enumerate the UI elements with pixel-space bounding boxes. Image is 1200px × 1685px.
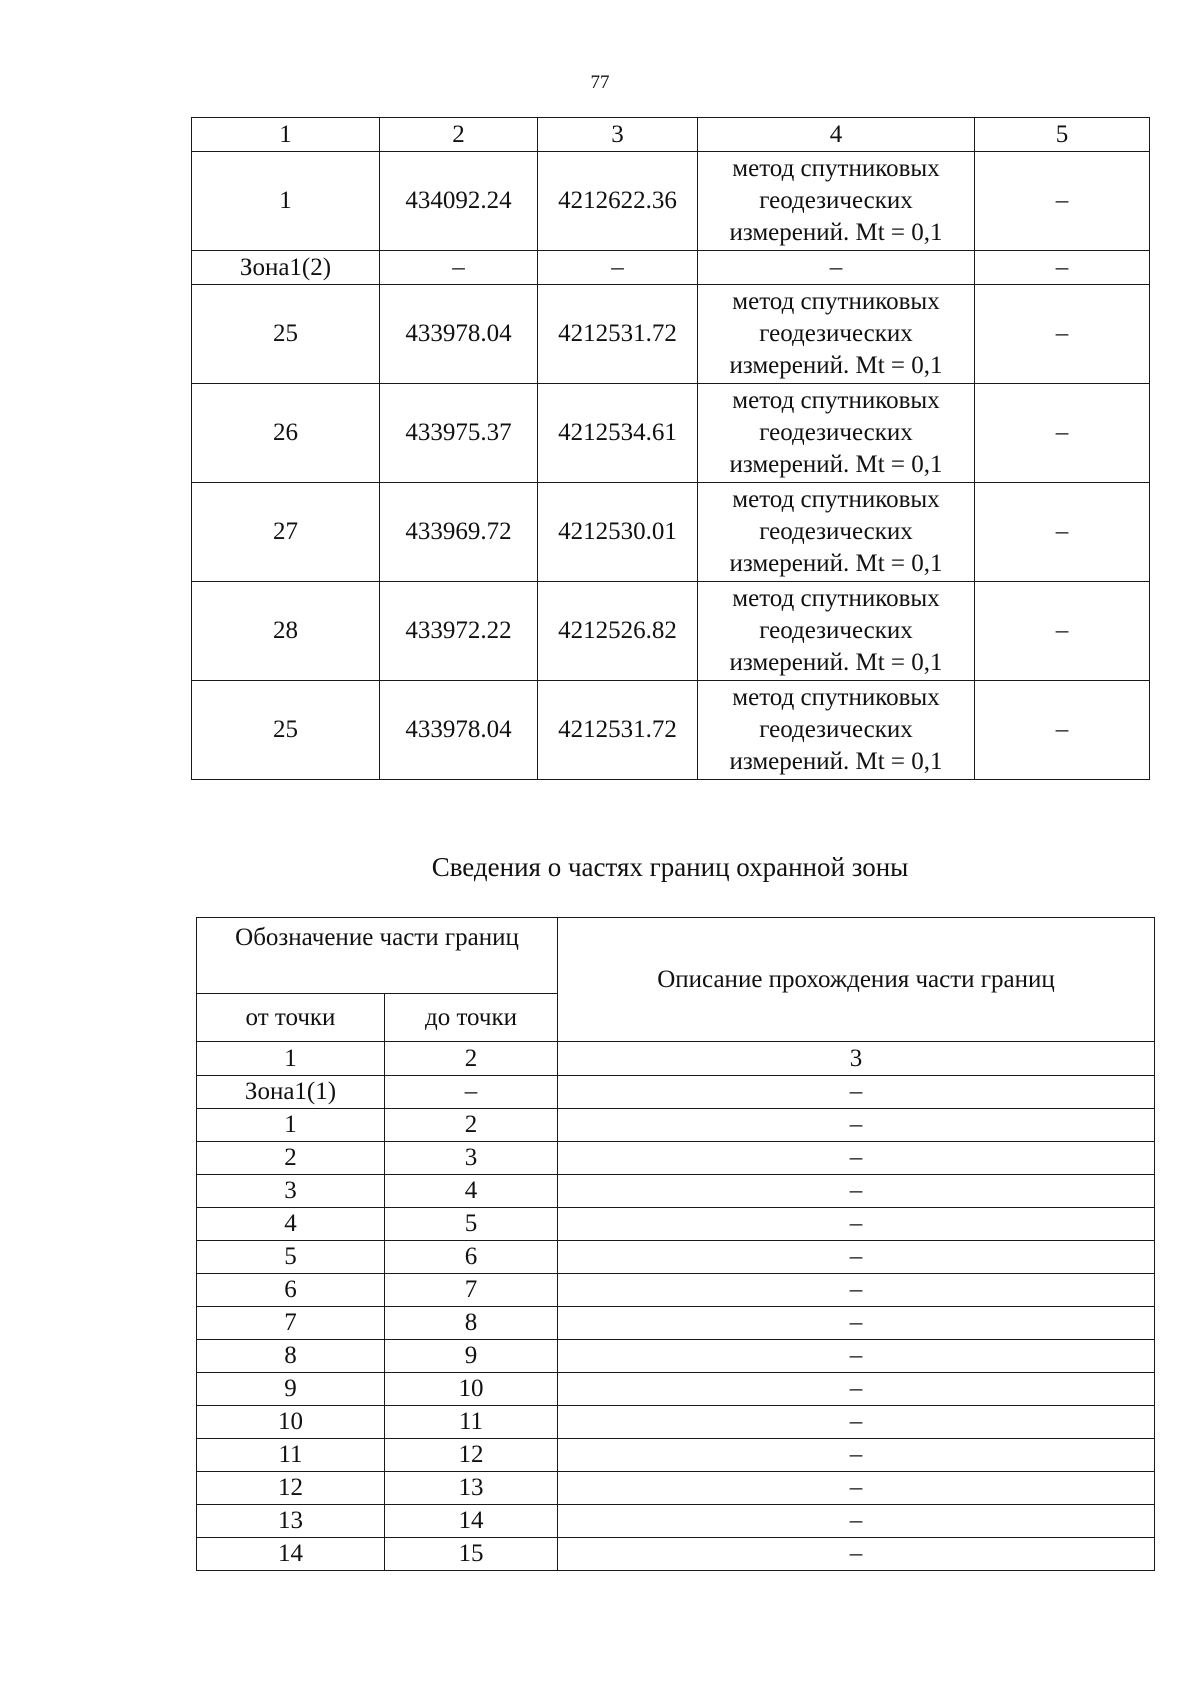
from-point: 12 (197, 1472, 385, 1505)
y-coordinate: 4212526.82 (538, 582, 698, 681)
method-line: геодезических (759, 716, 913, 743)
segment-description: – (558, 1505, 1155, 1538)
segment-description: – (558, 1538, 1155, 1571)
column-number: 1 (192, 118, 380, 152)
table-row (197, 1505, 1155, 1538)
designation-header: Обозначение части границ (197, 918, 558, 994)
table-row (197, 1439, 1155, 1472)
point-id: Зона1(2) (192, 251, 380, 285)
table-row (197, 1241, 1155, 1274)
from-point: 10 (197, 1406, 385, 1439)
segment-description: – (558, 1208, 1155, 1241)
description-header: Описание прохождения части границ (558, 918, 1155, 1042)
method-line: геодезических (759, 518, 913, 545)
note: – (975, 582, 1150, 681)
to-point: 5 (385, 1208, 558, 1241)
from-point: Зона1(1) (197, 1076, 385, 1109)
method-line: метод спутниковых (732, 684, 940, 711)
to-point: 10 (385, 1373, 558, 1406)
method-line: метод спутниковых (732, 155, 940, 182)
from-point: 4 (197, 1208, 385, 1241)
page-number: 77 (590, 72, 610, 93)
column-number: 3 (558, 1042, 1155, 1076)
x-coordinate: 433978.04 (380, 285, 538, 384)
x-coordinate: 433975.37 (380, 384, 538, 483)
segment-description: – (558, 1076, 1155, 1109)
method-cell (698, 251, 975, 285)
point-id: 1 (192, 152, 380, 251)
column-number: 2 (385, 1042, 558, 1076)
column-number: 5 (975, 118, 1150, 152)
y-coordinate: 4212622.36 (538, 152, 698, 251)
method-line: геодезических (759, 419, 913, 446)
table-row (197, 1208, 1155, 1241)
column-number: 3 (538, 118, 698, 152)
to-point: 3 (385, 1142, 558, 1175)
segment-description: – (558, 1175, 1155, 1208)
point-id: 28 (192, 582, 380, 681)
method-cell (698, 152, 975, 251)
from-point: 13 (197, 1505, 385, 1538)
method-line: измерений. Mt = 0,1 (729, 352, 943, 379)
y-coordinate: 4212531.72 (538, 285, 698, 384)
note: – (975, 152, 1150, 251)
method-line: метод спутниковых (732, 288, 940, 315)
to-point: 12 (385, 1439, 558, 1472)
method-line: метод спутниковых (732, 585, 940, 612)
zone-row (192, 251, 1150, 285)
to-point: 8 (385, 1307, 558, 1340)
point-row (192, 384, 1150, 483)
table-row (197, 1175, 1155, 1208)
point-id: 25 (192, 285, 380, 384)
to-point: 14 (385, 1505, 558, 1538)
method-line: геодезических (759, 320, 913, 347)
table-row (197, 1472, 1155, 1505)
table-row (197, 1373, 1155, 1406)
note: – (975, 681, 1150, 780)
segment-description: – (558, 1307, 1155, 1340)
from-point: 8 (197, 1340, 385, 1373)
y-coordinate: 4212534.61 (538, 384, 698, 483)
table-row (197, 1307, 1155, 1340)
column-number: 1 (197, 1042, 385, 1076)
section-title: Сведения о частях границ охранной зоны (431, 852, 909, 882)
segment-description: – (558, 1340, 1155, 1373)
to-point: 7 (385, 1274, 558, 1307)
method-cell (698, 384, 975, 483)
method-cell (698, 681, 975, 780)
boundary-parts-table (196, 917, 1155, 1571)
method-line: метод спутниковых (732, 387, 940, 414)
to-point: 2 (385, 1109, 558, 1142)
method-line: измерений. Mt = 0,1 (729, 451, 943, 478)
segment-description: – (558, 1109, 1155, 1142)
from-point: 9 (197, 1373, 385, 1406)
method-line: измерений. Mt = 0,1 (729, 748, 943, 775)
table-row (197, 1274, 1155, 1307)
header-row (197, 918, 1155, 994)
table-row (197, 1340, 1155, 1373)
point-id: 26 (192, 384, 380, 483)
from-point: 5 (197, 1241, 385, 1274)
x-coordinate: 433978.04 (380, 681, 538, 780)
method-cell (698, 483, 975, 582)
to-point-header: до точки (385, 994, 558, 1042)
method-line: геодезических (759, 187, 913, 214)
point-row (192, 681, 1150, 780)
x-coordinate: 433969.72 (380, 483, 538, 582)
note: – (975, 483, 1150, 582)
column-number-row (192, 118, 1150, 152)
coordinates-table (191, 117, 1150, 780)
from-point: 3 (197, 1175, 385, 1208)
to-point: 9 (385, 1340, 558, 1373)
method-cell (698, 285, 975, 384)
point-id: 27 (192, 483, 380, 582)
method-line: – (829, 253, 843, 281)
from-point: 6 (197, 1274, 385, 1307)
table-row (197, 1076, 1155, 1109)
segment-description: – (558, 1274, 1155, 1307)
to-point: 13 (385, 1472, 558, 1505)
y-coordinate: 4212530.01 (538, 483, 698, 582)
segment-description: – (558, 1406, 1155, 1439)
method-line: метод спутниковых (732, 486, 940, 513)
to-point: – (385, 1076, 558, 1109)
note: – (975, 285, 1150, 384)
point-id: 25 (192, 681, 380, 780)
to-point: 15 (385, 1538, 558, 1571)
point-row (192, 152, 1150, 251)
note: – (975, 384, 1150, 483)
from-point: 1 (197, 1109, 385, 1142)
y-coordinate: 4212531.72 (538, 681, 698, 780)
point-row (192, 483, 1150, 582)
method-line: измерений. Mt = 0,1 (729, 550, 943, 577)
from-point: 7 (197, 1307, 385, 1340)
column-number: 2 (380, 118, 538, 152)
column-number: 4 (698, 118, 975, 152)
method-line: измерений. Mt = 0,1 (729, 219, 943, 246)
from-point: 14 (197, 1538, 385, 1571)
segment-description: – (558, 1472, 1155, 1505)
to-point: 6 (385, 1241, 558, 1274)
to-point: 11 (385, 1406, 558, 1439)
x-coordinate: – (380, 251, 538, 285)
segment-description: – (558, 1439, 1155, 1472)
table-row (197, 1538, 1155, 1571)
y-coordinate: – (538, 251, 698, 285)
to-point: 4 (385, 1175, 558, 1208)
table-row (197, 1142, 1155, 1175)
x-coordinate: 434092.24 (380, 152, 538, 251)
from-point: 2 (197, 1142, 385, 1175)
table-row (197, 1406, 1155, 1439)
point-row (192, 582, 1150, 681)
from-point-header: от точки (197, 994, 385, 1042)
column-number-row (197, 1042, 1155, 1076)
from-point: 11 (197, 1439, 385, 1472)
method-cell (698, 582, 975, 681)
segment-description: – (558, 1241, 1155, 1274)
method-line: геодезических (759, 617, 913, 644)
point-row (192, 285, 1150, 384)
x-coordinate: 433972.22 (380, 582, 538, 681)
segment-description: – (558, 1373, 1155, 1406)
note: – (975, 251, 1150, 285)
table-row (197, 1109, 1155, 1142)
segment-description: – (558, 1142, 1155, 1175)
method-line: измерений. Mt = 0,1 (729, 649, 943, 676)
